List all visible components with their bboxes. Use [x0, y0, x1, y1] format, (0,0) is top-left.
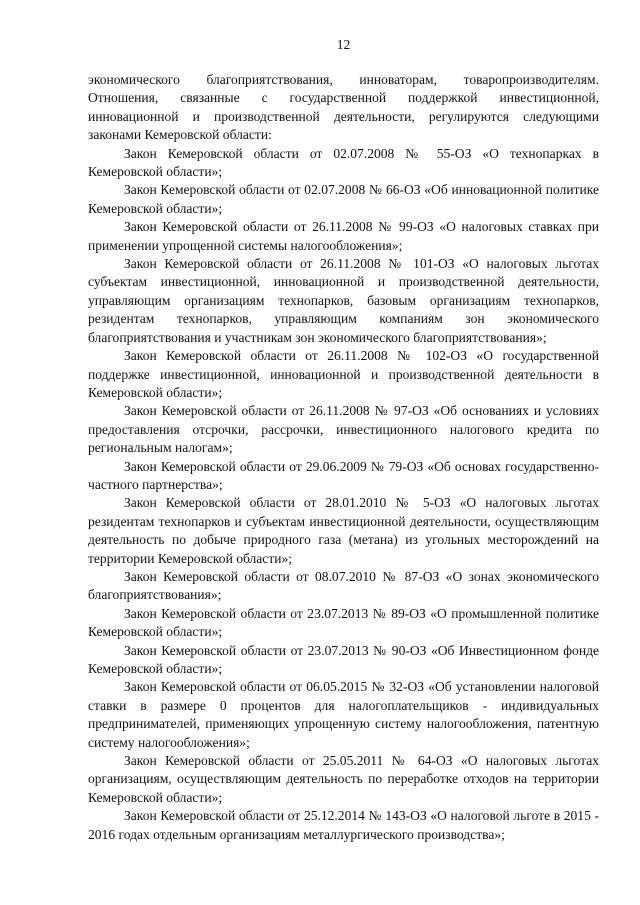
law-paragraph: Закон Кемеровской области от 25.12.2014 № 143-ОЗ «О налоговой льготе в 2015 - 2016 годах отдельным организациям металлургического производства»; — [88, 808, 599, 842]
law-paragraph: Закон Кемеровской области от 23.07.2013 № 89-ОЗ «О промышленной политике Кемеровской области»; — [88, 605, 599, 640]
law-paragraph: Закон Кемеровской области от 23.07.2013 № 90-ОЗ «Об Инвестиционном фонде Кемеровской области»; — [88, 642, 599, 676]
law-paragraph: Закон Кемеровской области от 26.11.2008 № 101-ОЗ «О налоговых льготах субъектам инвестиционной, инновационной и производственной деятельности, управляющим организациям технопарков, базовым организациям технопарков, резидентам технопарков, управляющим компаниям зон экономического благоприятствования и участникам зон экономического благоприятствования»; — [88, 256, 599, 345]
law-paragraph: Закон Кемеровской области от 02.07.2008 № 55-ОЗ «О технопарках в Кемеровской области»; — [88, 145, 599, 180]
law-paragraph: Закон Кемеровской области от 06.05.2015 № 32-ОЗ «Об установлении налоговой ставки в размере 0 процентов для налогоплательщиков - индивидуальных предпринимателей, применяющих упрощенную систему налогообложения, патентную систему налогообложения»; — [88, 679, 599, 750]
document-body — [88, 71, 599, 844]
law-paragraph: Закон Кемеровской области от 26.11.2008 № 99-ОЗ «О налоговых ставках при применении упрощенной системы налогообложения»; — [88, 219, 599, 253]
law-paragraph: Закон Кемеровской области от 26.11.2008 № 97-ОЗ «Об основаниях и условиях предоставления отсрочки, рассрочки, инвестиционного налогового кредита по региональным налогам»; — [88, 403, 599, 456]
intro-paragraph: экономического благоприятствования, инноваторам, товаропроизводителям. Отношения, связанные с государственной поддержкой инвестиционной, инновационной и производственной деятельности, регулируются следующими законами Кемеровской области: — [88, 72, 599, 143]
law-paragraph: Закон Кемеровской области от 08.07.2010 № 87-ОЗ «О зонах экономического благоприятствования»; — [88, 568, 599, 603]
law-paragraph: Закон Кемеровской области от 02.07.2008 № 66-ОЗ «Об инновационной политике Кемеровской области»; — [88, 182, 599, 216]
law-paragraph: Закон Кемеровской области от 26.11.2008 № 102-ОЗ «О государственной поддержке инвестиционной, инновационной и производственной деятельности в Кемеровской области»; — [88, 348, 599, 400]
law-paragraph: Закон Кемеровской области от 25.05.2011 № 64-ОЗ «О налоговых льготах организациям, осуществляющим деятельность по переработке отходов на территории Кемеровской области»; — [88, 753, 599, 805]
law-paragraph: Закон Кемеровской области от 29.06.2009 № 79-ОЗ «Об основах государственно-частного партнерства»; — [88, 458, 599, 492]
law-paragraph: Закон Кемеровской области от 28.01.2010 № 5-ОЗ «О налоговых льготах резидентам технопарков и субъектам инвестиционной деятельности, осуществляющим деятельность по добыче природного газа (метана) из угольных месторождений на территории Кемеровской области»; — [88, 495, 599, 566]
page-number: 12 — [336, 37, 351, 52]
